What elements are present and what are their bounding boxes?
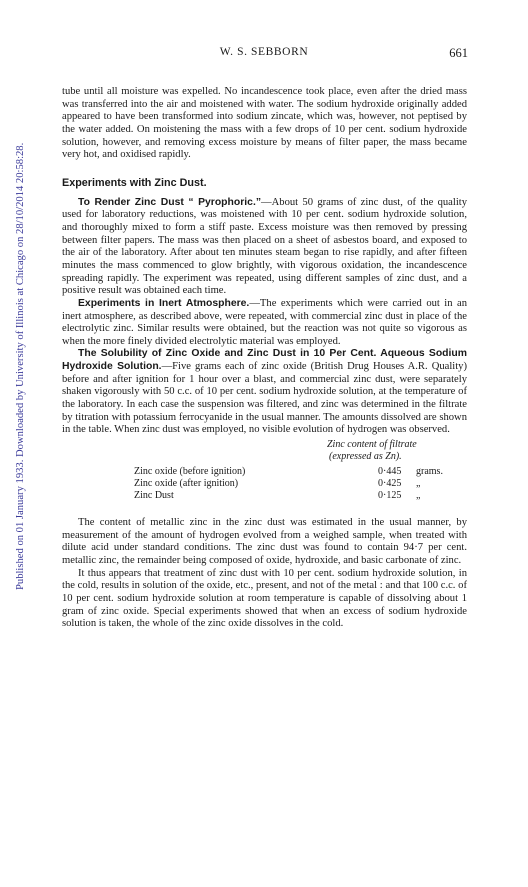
inert-atmosphere-heading: Experiments in Inert Atmosphere.: [78, 297, 250, 309]
pyrophoric-paragraph: [62, 197, 467, 298]
zinc-content-table: [62, 439, 467, 505]
page-number: 661: [449, 46, 468, 60]
row-value: 0·445: [378, 466, 402, 478]
row-unit: grams.: [416, 466, 443, 478]
row-label: Zinc oxide (after ignition): [134, 478, 239, 490]
table-header-title: Zinc content of filtrate: [327, 439, 417, 451]
pyrophoric-text: —About 50 grams of zinc dust, of the quality used for laboratory reductions, was moistened with 10 per cent. sodium hydroxide solution, and thoroughly mixed to form a stiff paste. Excess moisture was then removed by pressing between filter papers. The mass was then placed on a sheet of asbestos board, and exposed to the air of the laboratory. After about ten minutes steam began to rise rapidly, and after fifteen minutes the mass commenced to glow brightly, with vigorous oxidation, the incandescence spreading rapidly. The experiment was repeated, using different samples of zinc dust, and a positive result was obtained each time.: [62, 196, 468, 297]
table-row: [134, 478, 464, 490]
pyrophoric-heading: To Render Zinc Dust “ Pyrophoric.”: [78, 196, 262, 208]
row-unit: „: [416, 478, 421, 490]
page-header: [62, 46, 466, 62]
article-body: [62, 86, 467, 631]
row-label: Zinc Dust: [134, 490, 174, 502]
inert-atmosphere-paragraph: [62, 298, 467, 349]
conclusion-paragraph: It thus appears that treatment of zinc dust with 10 per cent. sodium hydroxide solution, in the cold, results in solution of the oxide, etc., present, and not of the metal : and that 100 c.c. of 10 per cent. sodium hydroxide solution at room temperature is capable of dissolving about 1 gram of zinc oxide. Special experiments showed that when an excess of sodium hydroxide solution is taken, the whole of the zinc oxide dissolves in the cold.: [62, 567, 467, 630]
download-notice-margin: [8, 70, 26, 590]
row-value: 0·125: [378, 490, 402, 502]
inert-atmosphere-text: —The experiments which were carried out in an inert atmosphere, as described above, were repeated, with commercial zinc dust in place of the electrolytic zinc. Similar results were obtained, but the reaction was not quite so vigorous as when the more finely divided electrolytic material was employed.: [62, 297, 467, 347]
table-row: [134, 490, 464, 502]
table-header-subtitle: (expressed as Zn).: [329, 451, 402, 463]
solubility-paragraph: [62, 348, 467, 437]
solubility-heading: The Solubility of Zinc Oxide and Zinc Dust in 10 Per Cent. Aqueous Sodium Hydroxide Solution.: [62, 348, 467, 373]
running-head: W. S. SEBBORN: [219, 46, 309, 58]
table-row: [134, 466, 464, 478]
row-value: 0·425: [378, 478, 402, 490]
download-notice: Published on 01 January 1933. Downloaded by University of Illinois at Chicago on 28/10/2014 20:58:28.: [15, 142, 26, 590]
intro-paragraph: tube until all moisture was expelled. No incandescence took place, even after the dried mass was transferred into the air and moistened with water. The sodium hydroxide originally added appeared to have been transformed into sodium zincate, which was, however, not peptised by the water added. On moistening the mass with a few drops of 10 per cent. sodium hydroxide solution, however, and removing excess moisture by means of filter paper, the mass became very hot, and oxidised rapidly.: [62, 86, 467, 161]
row-label: Zinc oxide (before ignition): [134, 466, 246, 478]
solubility-text: —Five grams each of zinc oxide (British Drug Houses A.R. Quality) before and after ignition for 1 hour over a blast, and commercial zinc dust, were separately shaken vigorously with 50 c.c. of 10 per cent. sodium hydroxide solution, at the temperature of the laboratory. In each case the suspension was filtered, and zinc was determined in the filtrate by titration with potassium ferrocyanide in the usual manner. The amounts dissolved are shown in the table. When zinc dust was employed, no visible evolution of hydrogen was observed.: [62, 361, 468, 436]
zinc-content-paragraph: The content of metallic zinc in the zinc dust was estimated in the usual manner, by measurement of the amount of hydrogen evolved from a weighed sample, when treated with dilute acid under standard conditions. The zinc dust was found to contain 94·7 per cent. metallic zinc, the remainder being composed of oxide, hydroxide, and basic carbonate of zinc.: [62, 517, 467, 567]
section-heading: Experiments with Zinc Dust.: [62, 176, 207, 189]
row-unit: „: [416, 490, 421, 502]
